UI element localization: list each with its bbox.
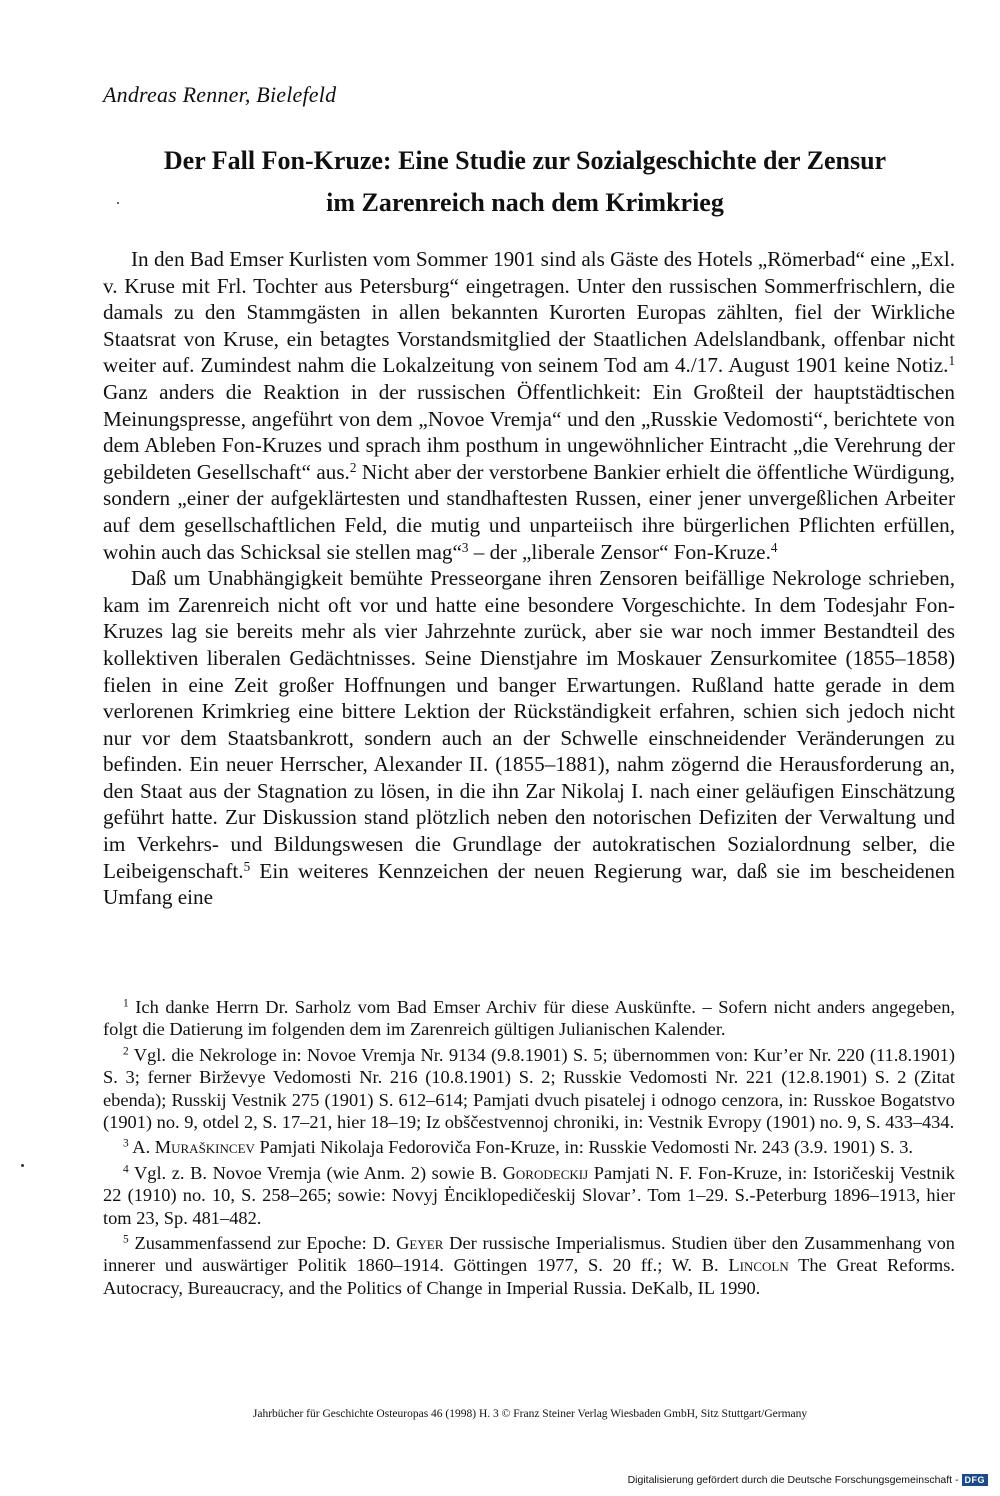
- article-body: [103, 246, 955, 911]
- dfg-credit: [628, 1474, 988, 1486]
- footnote-text: A.: [128, 1137, 155, 1158]
- footnote-number: 5: [123, 1233, 129, 1246]
- author-small-caps: Geyer: [396, 1233, 444, 1254]
- author-line: Andreas Renner, Bielefeld: [103, 82, 337, 107]
- scan-speck: [21, 1164, 24, 1167]
- footnote-2: [103, 1044, 955, 1134]
- author-small-caps: Muraškincev: [154, 1137, 255, 1158]
- footnote-ref: 4: [770, 539, 778, 555]
- author-small-caps: Gorodeckij: [502, 1162, 589, 1183]
- author-small-caps: Lincoln: [728, 1255, 789, 1276]
- journal-footer: Jahrbücher für Geschichte Osteuropas 46 (1998) H. 3 © Franz Steiner Verlag Wiesbaden GmbH, Sitz Stuttgart/Germany: [252, 1408, 808, 1420]
- footnote-number: 2: [123, 1045, 129, 1058]
- footnote-text: Vgl. z. B. Novoe Vremja (wie Anm. 2) sowie B.: [128, 1162, 503, 1183]
- footnote-text: Pamjati Nikolaja Fedoroviča Fon-Kruze, in: Russkie Vedomosti Nr. 243 (3.9. 1901) S. 3.: [254, 1137, 913, 1158]
- paragraph-text: Nicht aber der verstorbene Bankier erhielt die öffentliche Würdigung, sondern „einer der aufgeklärtesten und standhaftesten Russen, einer jener unvergeßlichen Arbeiter auf dem gesellschaftlichen Feld, die mutig und unparteiisch ihre bürgerlichen Pflichten erfüllen, wohin auch das Schicksal sie stellen mag“: [103, 459, 955, 564]
- footnote-number: 1: [123, 997, 129, 1010]
- dfg-credit-text: Digitalisierung gefördert durch die Deutsche Forschungsgemeinschaft -: [627, 1474, 959, 1486]
- footnote-3: [103, 1136, 955, 1158]
- paragraph-text: – der „liberale Zensor“ Fon-Kruze.: [468, 539, 771, 564]
- paragraph-text: Ein weiteres Kennzeichen der neuen Regierung war, daß sie im bescheidenen Umfang eine: [103, 858, 955, 910]
- footnote-text: Pamjati N. F. Fon-Kruze, in: Istoričeskij Vestnik 22 (1910) no. 10, S. 258–265; sowie: Novyj Ėnciklopedičeskij Slovar’. Tom 1–29. S.-Peterburg 1896–1913, hier tom 23, Sp. 481–482.: [103, 1162, 955, 1228]
- footnote-ref: 1: [948, 353, 955, 369]
- paragraph-1: [103, 246, 955, 565]
- dfg-logo-icon: DFG: [962, 1474, 989, 1486]
- footnote-ref: 5: [243, 858, 251, 874]
- footnotes: [103, 996, 955, 1302]
- footnote-text: Vgl. die Nekrologe in: Novoe Vremja Nr. 9134 (9.8.1901) S. 5; übernommen von: Kur’er Nr. 220 (11.8.1901) S. 3; ferner Birževye Vedomosti Nr. 216 (10.8.1901) S. 2; Russkie Vedomosti Nr. 221 (12.8.1901) S. 2 (Zitat ebenda); Russkij Vestnik 275 (1901) S. 612–614; Pamjati dvuch pisatelej i odnogo cenzora, in: Russkoe Bogatstvo (1901) no. 9, otdel 2, S. 17–21, hier 18–19; Iz obščestvennoj chroniki, in: Vestnik Evropy (1901) no. 9, S. 433–434.: [103, 1044, 955, 1133]
- footnote-1: [103, 996, 955, 1041]
- title-line-2: im Zarenreich nach dem Krimkrieg: [326, 188, 724, 217]
- footnote-5: [103, 1232, 955, 1299]
- footnote-ref: 3: [461, 539, 469, 555]
- article-title: [130, 140, 920, 224]
- paragraph-text: Daß um Unabhängigkeit bemühte Presseorgane ihren Zensoren beifällige Nekrologe schrieben, kam im Zarenreich nicht oft vor und hatte eine besondere Vorgeschichte. In dem Todesjahr Fon-Kruzes lag sie bereits mehr als vier Jahrzehnte zurück, aber sie war noch immer Bestandteil des kollektiven liberalen Gedächtnisses. Seine Dienstjahre im Moskauer Zensurkomitee (1855–1858) fielen in eine Zeit großer Hoffnungen und banger Erwartungen. Rußland hatte gerade in dem verlorenen Krimkrieg eine bittere Lektion der Rückständigkeit erfahren, schien sich jedoch nicht nur vor dem Staatsbankrott, sondern auch an der Schwelle einschneidender Veränderungen zu befinden. Ein neuer Herrscher, Alexander II. (1855–1881), nahm zögernd die Herausforderung an, den Staat aus der Stagnation zu lösen, in die ihn Zar Nikolaj I. nach einer geläufigen Einschätzung geführt hatte. Zur Diskussion stand plötzlich neben den notorischen Defiziten der Verwaltung und im Verkehrs- und Bildungswesen die Grundlage der autokratischen Sozialordnung selber, die Leibeigenschaft.: [103, 566, 955, 883]
- footnote-text: Zusammenfassend zur Epoche: D.: [128, 1233, 397, 1254]
- footnote-text: Der russische Imperialismus. Studien über den Zusammenhang von innerer und auswärtiger Politik 1860–1914. Göttingen 1977, S. 20 ff.; W. B.: [103, 1233, 955, 1276]
- footnote-number: 3: [123, 1138, 129, 1151]
- paragraph-text: In den Bad Emser Kurlisten vom Sommer 1901 sind als Gäste des Hotels „Römerbad“ eine „Exl. v. Kruse mit Frl. Tochter aus Petersburg“ eingetragen. Unter den russischen Sommerfrischlern, die damals zu den Stammgästen in allen bekannten Kurorten Europas zählten, fiel der Wirkliche Staatsrat von Kruse, ein betagtes Vorstandsmitglied der Staatlichen Adelslandbank, offenbar nicht weiter auf. Zumindest nahm die Lokalzeitung von seinem Tod am 4./17. August 1901 keine Notiz.: [103, 247, 955, 378]
- footnote-4: [103, 1162, 955, 1229]
- paragraph-2: [103, 565, 955, 911]
- title-line-1: Der Fall Fon-Kruze: Eine Studie zur Sozialgeschichte der Zensur: [163, 146, 887, 175]
- footnote-text: The Great Reforms. Autocracy, Bureaucracy, and the Politics of Change in Imperial Russia. DeKalb, IL 1990.: [103, 1255, 955, 1298]
- footnote-ref: 2: [349, 459, 357, 475]
- paragraph-text: Ganz anders die Reaktion in der russischen Öffentlichkeit: Ein Großteil der hauptstädtischen Meinungspresse, angeführt von dem „Novoe Vremja“ und den „Russkie Vedomosti“, berichtete von dem Ableben Fon-Kruzes und sprach ihm posthum in ungewöhnlicher Eintracht „die Verehrung der gebildeten Gesellschaft“ aus.: [103, 379, 955, 484]
- scan-speck: [117, 202, 119, 204]
- footnote-number: 4: [123, 1163, 129, 1176]
- footnote-text: Ich danke Herrn Dr. Sarholz vom Bad Emser Archiv für diese Auskünfte. – Sofern nicht anders angegeben, folgt die Datierung im folgenden dem im Zarenreich gültigen Julianischen Kalender.: [103, 997, 955, 1040]
